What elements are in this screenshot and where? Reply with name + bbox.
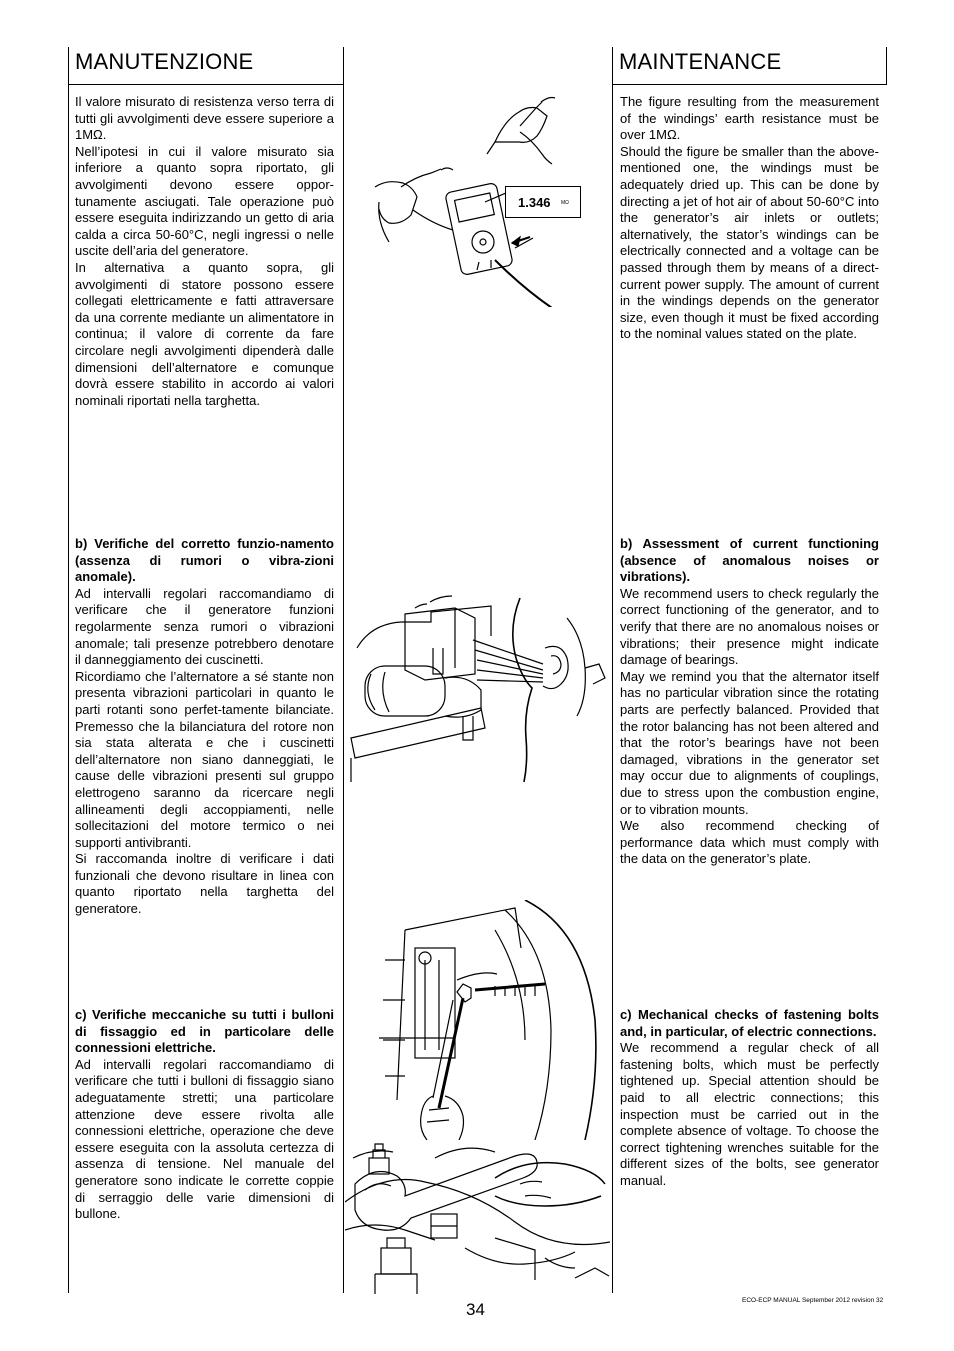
page-title-italian: MANUTENZIONE: [75, 49, 254, 74]
middle-right-divider: [612, 47, 613, 1293]
paragraph: May we remind you that the alternator itself has no particular vibration since the rotating parts are perfectly balanced. Provided that the rotor balancing has not been altered and that the rotor’s bearings have not been damaged, vibrations in the generator set may occur due to alignments of couplings, due to stress upon the combustion engine, or to vibration mounts.: [620, 668, 879, 817]
header-rule-left: [68, 84, 343, 85]
section-heading: b) Verifiche del corretto funzio-namento (assenza di rumori o vibra-zioni anomale).: [75, 536, 334, 585]
meter-unit: MΩ: [561, 200, 569, 206]
italian-section-c: [75, 1007, 334, 1223]
page-title-english: MAINTENANCE: [619, 49, 782, 74]
english-section-c: [620, 1007, 879, 1190]
header-rule-right: [612, 84, 886, 85]
spanner-illustration: [345, 1138, 610, 1294]
left-border-line: [68, 47, 69, 1293]
english-section-a: [620, 94, 879, 343]
meter-reading: 1.346: [518, 195, 551, 210]
paragraph: Il valore misurato di resistenza verso terra di tutti gli avvolgimenti deve essere superiore a 1MΩ.: [75, 94, 334, 143]
paragraph: Ricordiamo che l’alternatore a sé stante non presenta vibrazioni particolari in quanto le parti rotanti sono perfet-tamente bilanciate. Premesso che la bilanciatura del rotore non sia stata alterata e che i cuscinetti dell’alternatore non siano danneggiati, le cause delle vibrazioni presenti sul gruppo elettrogeno saranno da ricercare negli allineamenti degli accoppiamenti, nelle sollecitazioni del motore termico o nei supporti antivibranti.: [75, 668, 334, 850]
english-section-b: [620, 536, 879, 868]
section-heading: b) Assessment of current functioning (absence of anomalous noises or vibrations).: [620, 536, 879, 585]
middle-left-divider: [343, 47, 344, 1293]
megohmmeter-illustration: [345, 92, 610, 307]
paragraph: Should the figure be smaller than the above-mentioned one, the windings must be adequately dried up. This can be done by directing a jet of hot air of about 50-60°C into the generator’s air inlets or outlets; alternatively, the stator’s windings can be electrically connected and a voltage can be passed through them by means of a direct-current power supply. The amount of current in the windings depends on the generator size, even though it must be fixed according to the nominal values stated on the plate.: [620, 143, 879, 342]
torque-wrench-illustration: [345, 900, 610, 1140]
italian-section-a: [75, 94, 334, 409]
paragraph: Si raccomanda inoltre di verificare i dati funzionali che devono risultare in linea con quanto riportato nella targhetta del generatore.: [75, 851, 334, 917]
paragraph: Ad intervalli regolari raccomandiamo di verificare che tutti i bulloni di fissaggio siano adeguatamente stretti; una particolare attenzione deve essere rivolta alle connessioni elettriche, operazione che deve essere eseguita con la assoluta certezza di assenza di tensione. Nel manuale del generatore sono indicate le corrette coppie di serraggio delle varie dimensioni di bullone.: [75, 1056, 334, 1222]
paragraph: Ad intervalli regolari raccomandiamo di verificare che il generatore funzioni regolarmente senza rumori o vibrazioni anomale; tali presenze potrebbero denotare il danneggiamento dei cuscinetti.: [75, 585, 334, 668]
section-heading: c) Verifiche meccaniche su tutti i bulloni di fissaggio ed in particolare delle connessioni elettriche.: [75, 1007, 334, 1056]
paragraph: We recommend users to check regularly the correct functioning of the generator, and to verify that there are no anomalous noises or vibrations; their presence might indicate damage of bearings.: [620, 585, 879, 668]
paragraph: The figure resulting from the measurement of the windings’ earth resistance must be over 1MΩ.: [620, 94, 879, 143]
page-number: 34: [466, 1300, 485, 1319]
paragraph: In alternativa a quanto sopra, gli avvolgimenti di statore possono essere collegati elettricamente e fatti attraversare da una corrente mediante un alimentatore in continua; il valore di corrente da fare circolare negli avvolgimenti dipenderà dalle dimensioni dell’alternatore e comunque dovrà essere stabilito in accordo ai valori nominali riportati nella targhetta.: [75, 259, 334, 408]
right-border-line: [886, 47, 887, 85]
vibration-check-illustration: [345, 588, 610, 818]
section-heading: c) Mechanical checks of fastening bolts and, in particular, of electric connections.: [620, 1007, 879, 1039]
footer-revision-note: ECO-ECP MANUAL September 2012 revision 32: [742, 1297, 884, 1304]
meter-readout-box: [505, 186, 581, 218]
paragraph: We also recommend checking of performance data which must comply with the data on the generator’s plate.: [620, 818, 879, 867]
paragraph: Nell’ipotesi in cui il valore misurato sia inferiore a quanto sopra riportato, gli avvolgimenti devono essere oppor-tunamente asciugati. Tale operazione può essere eseguita indirizzando un getto di aria calda a circa 50-60°C, negli ingressi o nelle uscite dell’aria del generatore.: [75, 143, 334, 259]
paragraph: We recommend a regular check of all fastening bolts, which must be perfectly tightened up. Special attention should be paid to all electric connections; this inspection must be carried out in the complete absence of voltage. To choose the correct tightening wrenches suitable for the different sizes of the bolts, see generator manual.: [620, 1040, 879, 1188]
italian-section-b: [75, 536, 334, 918]
